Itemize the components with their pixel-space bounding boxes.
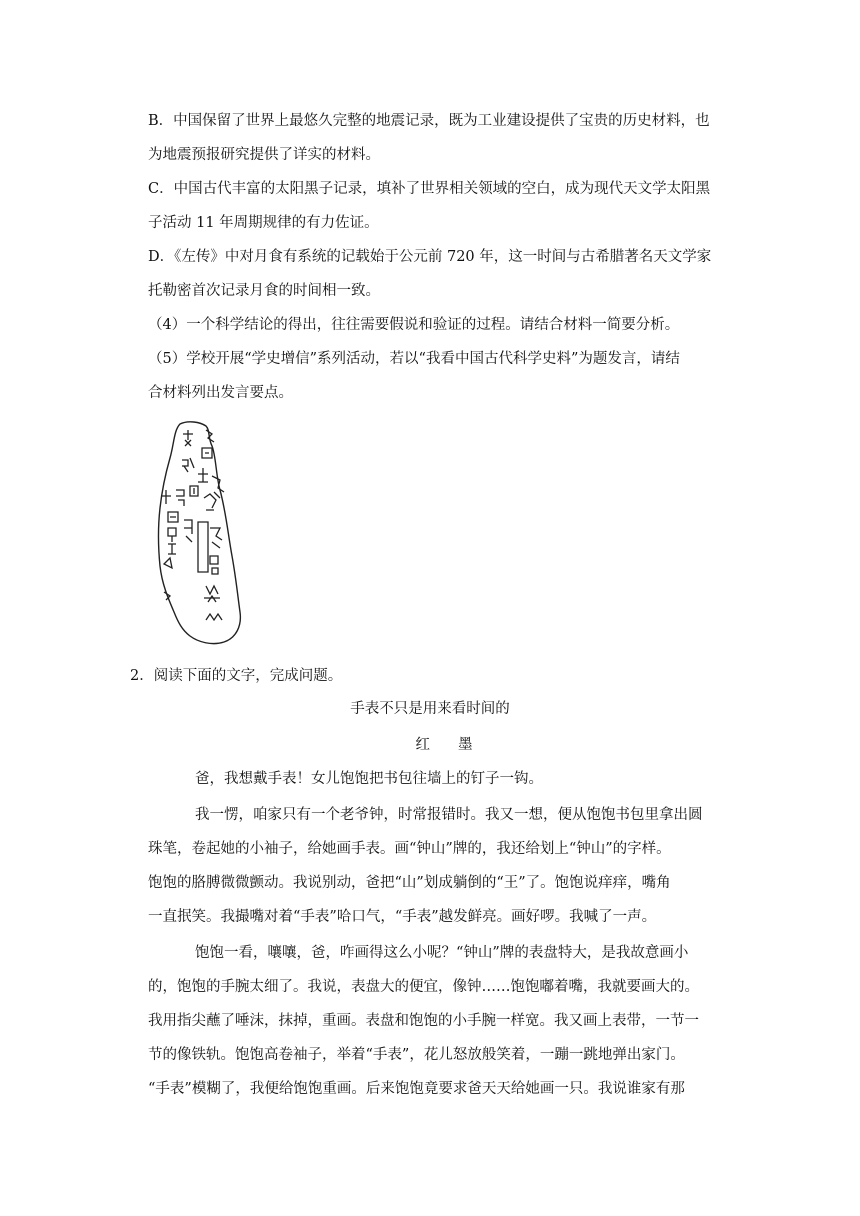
option-d-line1: D．《左传》中对月食有系统的记载始于公元前 720 年，这一时间与古希腊著名天文学家: [148, 249, 712, 265]
option-c-line1: C．中国古代丰富的太阳黑子记录，填补了世界相关领域的空白，成为现代天文学太阳黑: [148, 181, 711, 197]
paragraph-3-line3: 我用指尖蘸了唾沫，抹掉，重画。表盘和饱饱的小手腕一样宽。我又画上表带，一节一: [148, 1013, 699, 1029]
paragraph-2-line4: 一直抿笑。我撮嘴对着“手表”哈口气，“手表”越发鲜亮。画好啰。我喊了一声。: [148, 909, 657, 925]
question-5-line1: （5）学校开展“学史增信”系列活动，若以“我看中国古代科学史料”为题发言，请结: [148, 351, 680, 367]
article-author: 红墨: [415, 737, 501, 753]
oracle-bone-inscription-image: [150, 416, 245, 646]
paragraph-3-line4: 节的像铁轨。饱饱高卷袖子，举着“手表”，花儿怒放般笑着，一蹦一跳地弹出家门。: [148, 1047, 685, 1063]
paragraph-2-line3: 饱饱的胳膊微微颤动。我说别动，爸把“山”划成躺倒的“王”了。饱饱说痒痒，嘴角: [148, 875, 671, 891]
option-b-line2: 为地震预报研究提供了详实的材料。: [148, 147, 380, 163]
paragraph-1-line1: 爸，我想戴手表！女儿饱饱把书包往墙上的钉子一钩。: [195, 771, 543, 787]
paragraph-3-line2: 的，饱饱的手腕太细了。我说，表盘大的便宜，像钟……饱饱嘟着嘴，我就要画大的。: [148, 979, 699, 995]
paragraph-2-line1: 我一愣，咱家只有一个老爷钟，时常报错时。我又一想，便从饱饱书包里拿出圆: [195, 807, 703, 823]
question-4: （4）一个科学结论的得出，往往需要假说和验证的过程。请结合材料一简要分析。: [148, 317, 680, 333]
option-c-line2: 子活动 11 年周期规律的有力佐证。: [148, 215, 379, 231]
question-5-line2: 合材料列出发言要点。: [148, 385, 293, 401]
paragraph-2-line2: 珠笔，卷起她的小袖子，给她画手表。画“钟山”牌的，我还给划上“钟山”的字样。: [148, 841, 671, 857]
option-b-line1: B．中国保留了世界上最悠久完整的地震记录，既为工业建设提供了宝贵的历史材料，也: [148, 113, 710, 129]
question-2-heading: 2．阅读下面的文字，完成问题。: [130, 668, 343, 684]
article-title: 手表不只是用来看时间的: [350, 701, 510, 717]
option-d-line2: 托勒密首次记录月食的时间相一致。: [148, 283, 380, 299]
paragraph-3-line1: 饱饱一看，嚷嚷，爸，咋画得这么小呢？“钟山”牌的表盘特大，是我故意画小: [195, 945, 689, 961]
paragraph-3-line5: “手表”模糊了，我便给饱饱重画。后来饱饱竟要求爸天天给她画一只。我说谁家有那: [148, 1081, 685, 1097]
